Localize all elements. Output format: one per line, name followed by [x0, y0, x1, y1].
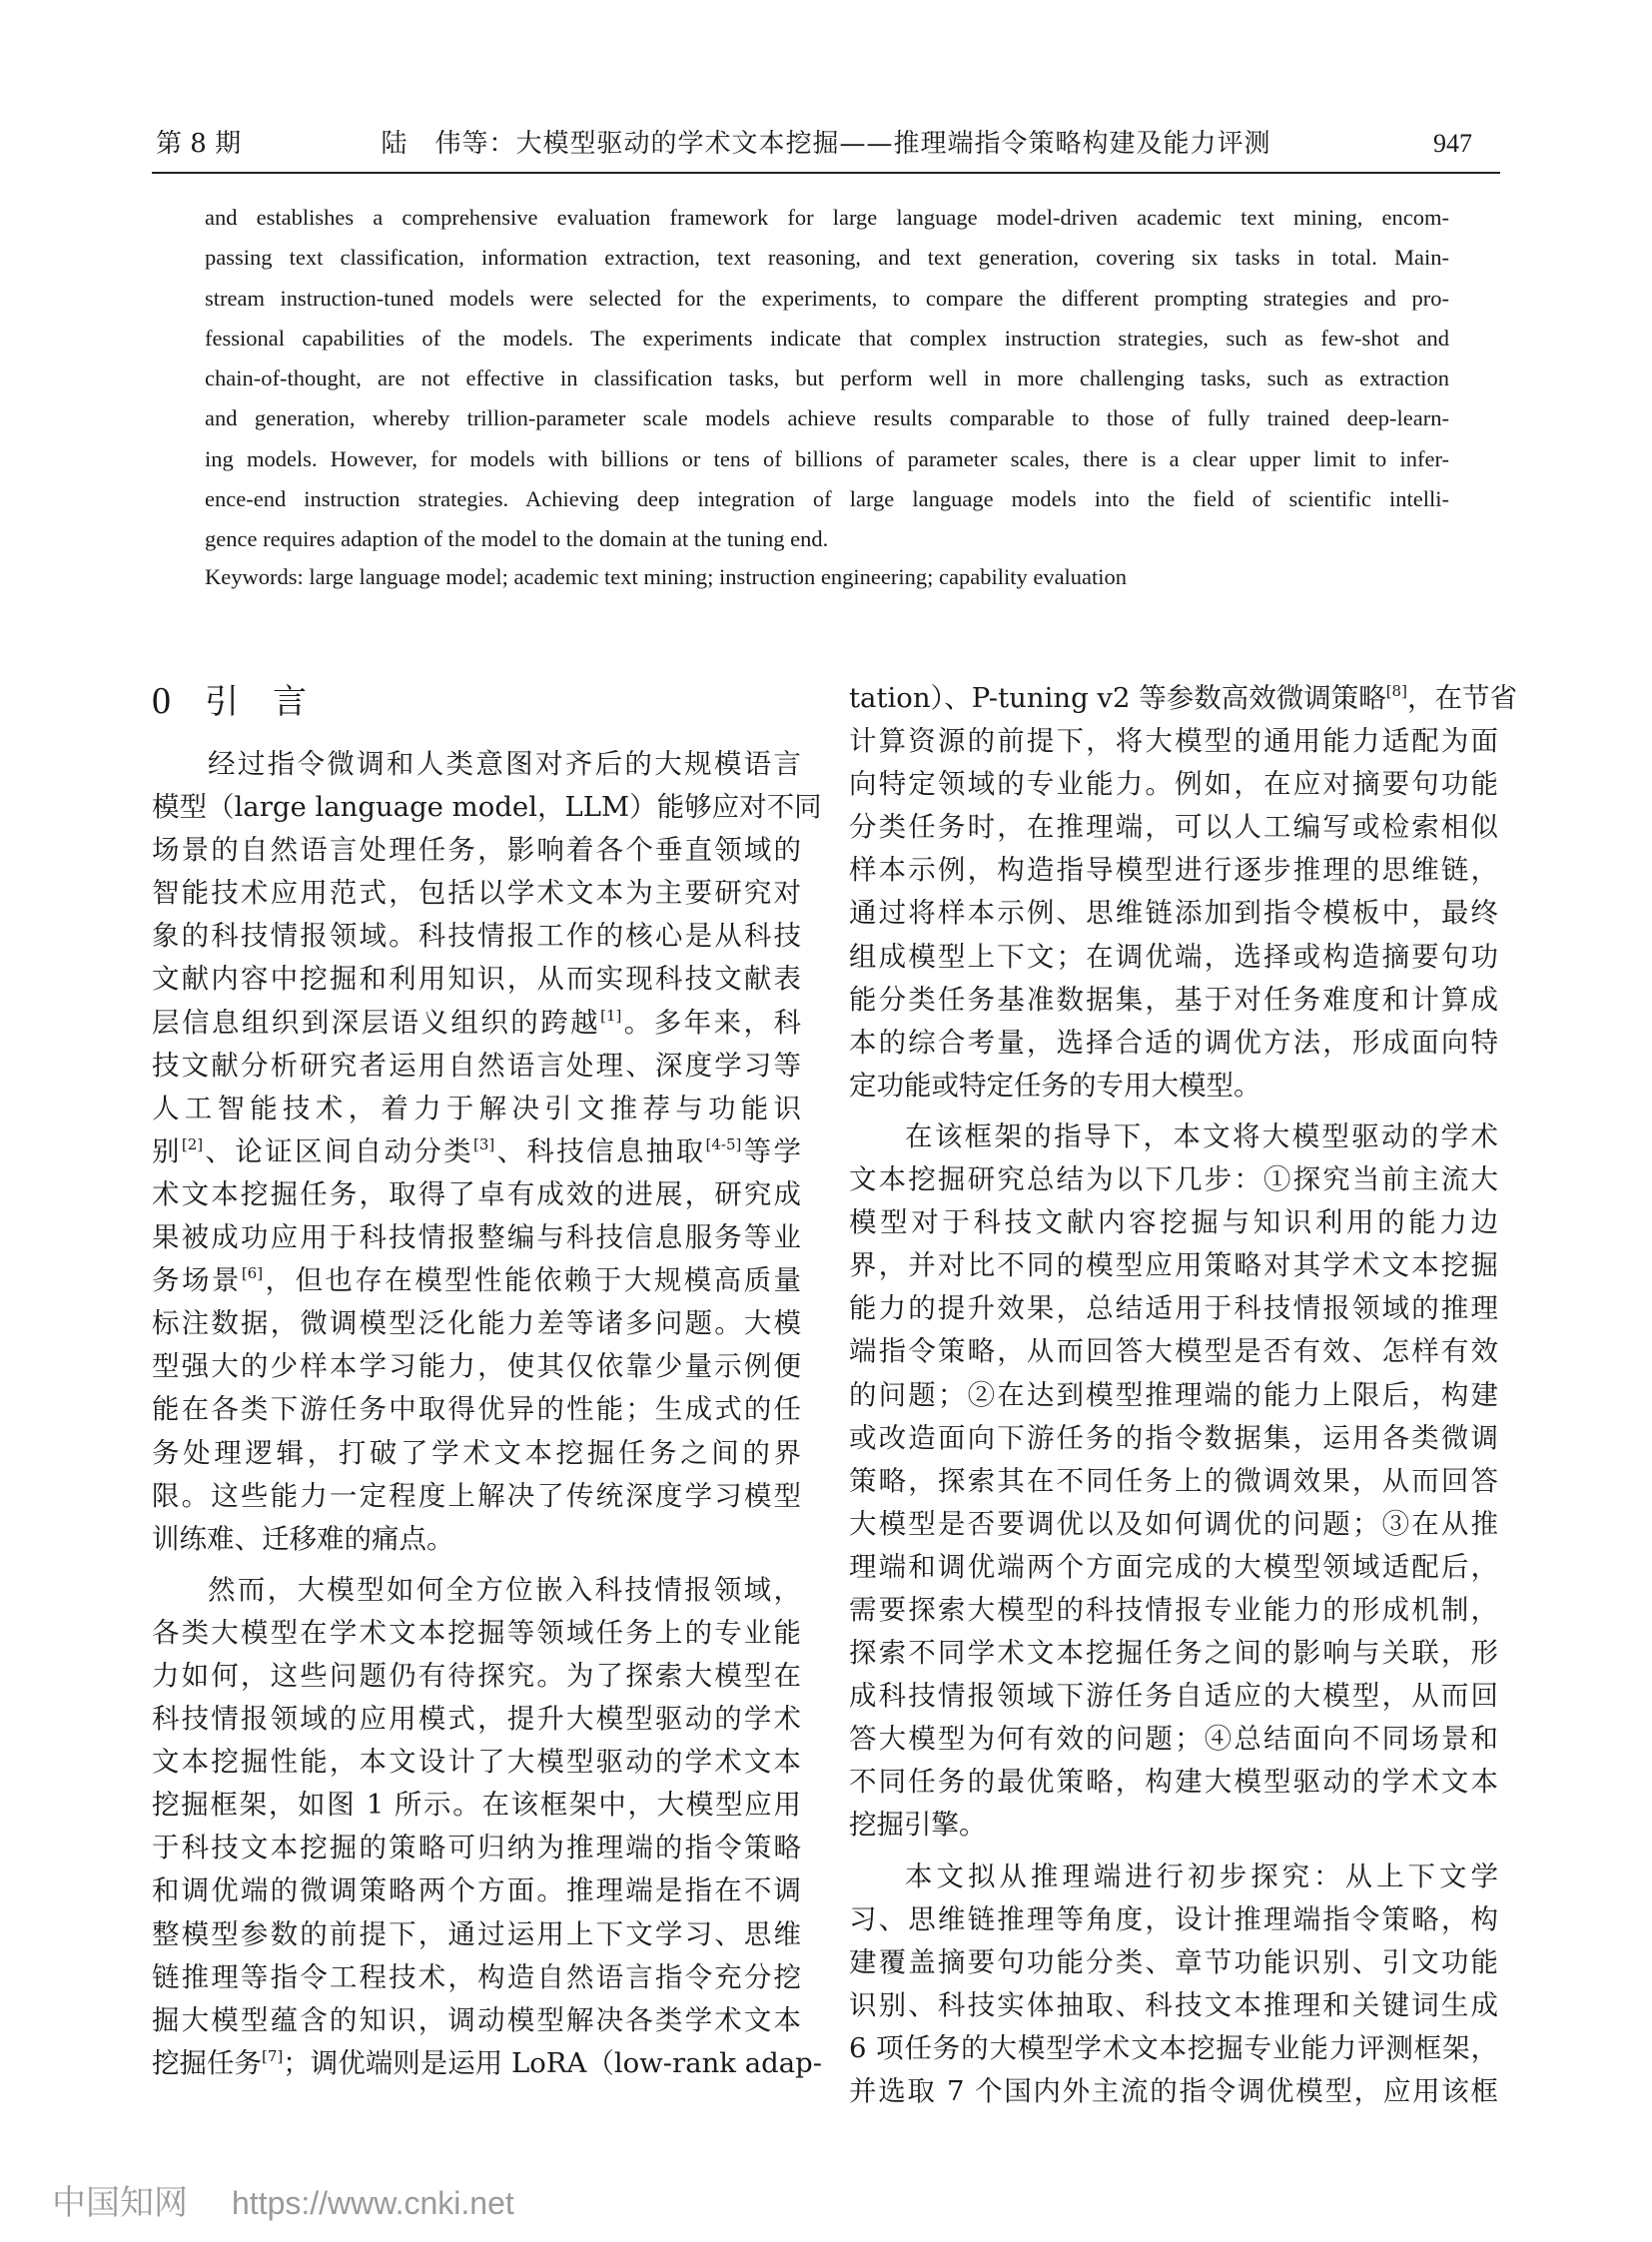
- text-line: [152, 1869, 801, 1912]
- text-line: [849, 1941, 1498, 1984]
- line-text: 。多年来，科: [621, 1006, 802, 1039]
- page-number: 947: [1433, 129, 1472, 158]
- text-line: [152, 1999, 801, 2042]
- text-line: [152, 1827, 801, 1869]
- line-text: 场景的自然语言处理任务，影响着各个垂直领域的: [152, 834, 801, 867]
- text-line: [152, 1741, 801, 1784]
- line-text: 能在各类下游任务中取得优异的性能；生成式的任: [152, 1393, 801, 1426]
- line-text: 6 项任务的大模型学术文本挖掘专业能力评测框架，: [849, 2031, 1498, 2064]
- text-line: [849, 1374, 1498, 1417]
- text-line: [849, 849, 1498, 892]
- text-line: [152, 1784, 801, 1827]
- line-text: 技文献分析研究者运用自然语言处理、深度学习等: [152, 1049, 801, 1082]
- text-line: [849, 1632, 1498, 1675]
- line-text: 别: [152, 1134, 182, 1167]
- line-text: ，在节省: [1406, 682, 1517, 714]
- citation-ref: [1]: [600, 1006, 622, 1025]
- line-text: 成科技情报领域下游任务自适应的大模型，从而回: [849, 1680, 1498, 1713]
- line-text: 答大模型为何有效的问题；④总结面向不同场景和: [849, 1723, 1498, 1756]
- line-text: 或改造面向下游任务的指令数据集，运用各类微调: [849, 1421, 1498, 1454]
- watermark-url: https://www.cnki.net: [232, 2185, 514, 2221]
- text-line: [152, 1698, 801, 1741]
- text-line: [152, 786, 822, 829]
- text-line: [849, 2070, 1498, 2113]
- text-line: [152, 1518, 801, 1561]
- text-line: [849, 1330, 1498, 1373]
- text-line: [849, 1898, 1498, 1941]
- right-column: [849, 677, 1517, 2113]
- line-text: 术文本挖掘任务，取得了卓有成效的进展，研究成: [152, 1177, 801, 1210]
- line-text: 文本挖掘研究总结为以下几步：①探究当前主流大: [849, 1163, 1498, 1196]
- line-text: 挖掘框架，如图 1 所示。在该框架中，大模型应用: [152, 1789, 801, 1822]
- line-text: 标注数据，微调模型泛化能力差等诸多问题。大模: [152, 1307, 801, 1340]
- section-number: 0: [152, 680, 171, 722]
- line-text: 策略，探索其在不同任务上的微调效果，从而回答: [849, 1464, 1498, 1497]
- abstract-line: gence requires adaption of the model to the domain at the tuning end.: [205, 526, 829, 552]
- text-line: [849, 1546, 1498, 1589]
- abstract-line: ing models. However, for models with billions or tens of billions of parameter scales, there is a clear upper limit to infer-: [205, 445, 1449, 471]
- citation-ref: [4-5]: [705, 1134, 742, 1153]
- text-line: [849, 1065, 1498, 1108]
- citation-ref: [2]: [181, 1134, 204, 1153]
- text-line: [849, 892, 1498, 935]
- line-text: 力如何，这些问题仍有待探究。为了探索大模型在: [152, 1659, 801, 1692]
- abstract-line: ence-end instruction strategies. Achieving deep integration of large language models into the field of scientific intelli-: [205, 486, 1449, 512]
- line-text: 限。这些能力一定程度上解决了传统深度学习模型: [152, 1479, 801, 1512]
- text-line: [152, 1216, 801, 1259]
- line-text: 于科技文本挖掘的策略可归纳为推理端的指令策略: [152, 1832, 801, 1865]
- text-line: [849, 677, 1517, 720]
- text-line: [849, 1460, 1498, 1503]
- citation-ref: [3]: [473, 1134, 495, 1153]
- line-text: 智能技术应用范式，包括以学术文本为主要研究对: [152, 877, 801, 910]
- text-line: [849, 1417, 1498, 1460]
- left-column: [152, 677, 823, 2085]
- line-text: 探索不同学术文本挖掘任务之间的影响与关联，形: [849, 1637, 1498, 1670]
- line-text: 理端和调优端两个方面完成的大模型领域适配后，: [849, 1550, 1498, 1583]
- line-text: 各类大模型在学术文本挖掘等领域任务上的专业能: [152, 1616, 801, 1649]
- text-line: [152, 958, 801, 1001]
- text-line: [849, 1287, 1498, 1330]
- text-line: [152, 1173, 801, 1216]
- line-text: 本文拟从推理端进行初步探究：从上下文学: [905, 1860, 1498, 1892]
- line-text: 习、思维链推理等角度，设计推理端指令策略，构: [849, 1902, 1498, 1935]
- line-text: 模型（large language model，LLM）能够应对不同: [152, 791, 822, 824]
- line-text: 组成模型上下文；在调优端，选择或构造摘要句功: [849, 940, 1498, 973]
- line-text: 不同任务的最优策略，构建大模型驱动的学术文本: [849, 1766, 1498, 1799]
- line-text: ，但也存在模型性能依赖于大规模高质量: [263, 1264, 802, 1297]
- abstract-line: stream instruction-tuned models were selected for the experiments, to compare the different prompting strategies and pro-: [205, 285, 1449, 311]
- line-text: 链推理等指令工程技术，构造自然语言指令充分挖: [152, 1960, 801, 1993]
- line-text: 和调优端的微调策略两个方面。推理端是指在不调: [152, 1874, 801, 1907]
- line-text: 人工智能技术，着力于解决引文推荐与功能识: [152, 1092, 801, 1124]
- line-text: 、科技信息抽取: [494, 1134, 706, 1167]
- abstract-line: chain-of-thought, are not effective in classification tasks, but perform well in more challenging tasks, such as extraction: [205, 366, 1449, 391]
- line-text: 等学: [741, 1134, 802, 1167]
- line-text: 并选取 7 个国内外主流的指令调优模型，应用该框: [849, 2075, 1498, 2107]
- text-line: [152, 872, 801, 915]
- text-line: [849, 763, 1498, 806]
- text-line: [849, 1675, 1498, 1718]
- line-text: 文献内容中挖掘和利用知识，从而实现科技文献表: [152, 963, 801, 996]
- citation-ref: [7]: [262, 2046, 284, 2065]
- line-text: 能力的提升效果，总结适用于科技情报领域的推理: [849, 1292, 1498, 1325]
- issue-label: 第 8 期: [156, 129, 242, 159]
- text-line: [849, 1589, 1498, 1632]
- line-text: 务场景: [152, 1264, 242, 1297]
- text-line: [849, 2027, 1498, 2070]
- text-line: [152, 1088, 801, 1130]
- line-text: 向特定领域的专业能力。例如，在应对摘要句功能: [849, 768, 1498, 801]
- line-text: 分类任务时，在推理端，可以人工编写或检索相似: [849, 811, 1498, 844]
- line-text: 识别、科技实体抽取、科技文本推理和关键词生成: [849, 1988, 1498, 2021]
- text-line: [152, 1956, 801, 1999]
- text-line: [849, 1804, 1498, 1847]
- text-line: [849, 1718, 1498, 1761]
- text-line: [152, 1259, 801, 1302]
- line-text: 、论证区间自动分类: [203, 1134, 473, 1167]
- line-text: 定功能或特定任务的专用大模型。: [849, 1069, 1261, 1102]
- line-text: 需要探索大模型的科技情报专业能力的形成机制，: [849, 1593, 1498, 1626]
- abstract-line: and generation, whereby trillion-parameter scale models achieve results comparable to those of fully trained deep-learn-: [205, 405, 1449, 431]
- text-line: [849, 1201, 1498, 1244]
- text-line: [152, 1655, 801, 1698]
- text-line: [152, 1302, 801, 1345]
- section-title: 引言: [205, 682, 341, 722]
- line-text: 果被成功应用于科技情报整编与科技信息服务等业: [152, 1221, 801, 1254]
- text-line: [849, 1856, 1498, 1898]
- citation-ref: [8]: [1385, 682, 1407, 700]
- line-text: 大模型是否要调优以及如何调优的问题；③在从推: [849, 1507, 1498, 1540]
- line-text: 科技情报领域的应用模式，提升大模型驱动的学术: [152, 1703, 801, 1736]
- line-text: 象的科技情报领域。科技情报工作的核心是从科技: [152, 920, 801, 953]
- line-text: 模型对于科技文献内容挖掘与知识利用的能力边: [849, 1206, 1498, 1239]
- line-text: 样本示例，构造指导模型进行逐步推理的思维链，: [849, 854, 1498, 887]
- cnki-watermark: [52, 2175, 514, 2224]
- line-text: 本的综合考量，选择合适的调优方法，形成面向特: [849, 1026, 1498, 1059]
- text-line: [849, 1158, 1498, 1201]
- citation-ref: [6]: [241, 1264, 264, 1283]
- text-line: [152, 1345, 801, 1388]
- line-text: 在该框架的指导下，本文将大模型驱动的学术: [905, 1120, 1498, 1152]
- text-line: [152, 1002, 801, 1045]
- text-line: [152, 1475, 801, 1518]
- abstract-line: passing text classification, information extraction, text reasoning, and text generation, covering six tasks in total. Main-: [205, 245, 1449, 271]
- text-line: [849, 806, 1498, 849]
- abstract-line: and establishes a comprehensive evaluation framework for large language model-driven academic text mining, encom-: [205, 205, 1449, 230]
- english-abstract: [205, 198, 1449, 560]
- text-line: [849, 936, 1498, 979]
- line-text: 务处理逻辑，打破了学术文本挖掘任务之间的界: [152, 1436, 801, 1469]
- line-text: 然而，大模型如何全方位嵌入科技情报领域，: [208, 1573, 801, 1606]
- line-text: 能分类任务基准数据集，基于对任务难度和计算成: [849, 983, 1498, 1016]
- text-line: [152, 1045, 801, 1088]
- text-line: [152, 1388, 801, 1431]
- line-text: 的问题；②在达到模型推理端的能力上限后，构建: [849, 1378, 1498, 1411]
- running-title: 陆 伟等：大模型驱动的学术文本挖掘——推理端指令策略构建及能力评测: [381, 129, 1271, 159]
- line-text: 计算资源的前提下，将大模型的通用能力适配为面: [849, 725, 1498, 758]
- text-line: [152, 915, 801, 958]
- line-text: 文本挖掘性能，本文设计了大模型驱动的学术文本: [152, 1746, 801, 1779]
- text-line: [849, 720, 1498, 763]
- abstract-line: fessional capabilities of the models. The experiments indicate that complex instruction strategies, such as few-shot and: [205, 325, 1449, 351]
- text-line: [849, 1984, 1498, 2027]
- line-text: 整模型参数的前提下，通过运用上下文学习、思维: [152, 1917, 801, 1950]
- line-text: 建覆盖摘要句功能分类、章节功能识别、引文功能: [849, 1945, 1498, 1978]
- text-line: [849, 1244, 1498, 1287]
- line-text: 型强大的少样本学习能力，使其仅依靠少量示例便: [152, 1350, 801, 1383]
- text-line: [152, 1130, 801, 1173]
- text-line: [152, 829, 801, 872]
- line-text: 端指令策略，从而回答大模型是否有效、怎样有效: [849, 1335, 1498, 1368]
- line-text: 经过指令微调和人类意图对齐后的大规模语言: [208, 748, 801, 780]
- text-line: [849, 1761, 1498, 1804]
- text-line: [152, 1913, 801, 1956]
- line-text: ；调优端则是运用 LoRA（low-rank adap-: [283, 2046, 823, 2079]
- line-text: 挖掘引擎。: [849, 1809, 987, 1842]
- text-line: [849, 1116, 1498, 1158]
- line-text: 层信息组织到深层语义组织的跨越: [152, 1006, 601, 1039]
- watermark-brand: 中国知网: [52, 2183, 188, 2223]
- section-heading: [152, 677, 801, 735]
- text-line: [152, 1432, 801, 1475]
- text-line: [152, 1569, 801, 1612]
- text-line: [849, 1503, 1498, 1546]
- line-text: 通过将样本示例、思维链添加到指令模板中，最终: [849, 897, 1498, 930]
- line-text: 掘大模型蕴含的知识，调动模型解决各类学术文本: [152, 2003, 801, 2036]
- line-text: tation）、P-tuning v2 等参数高效微调策略: [849, 682, 1386, 714]
- header-rule: [152, 172, 1500, 174]
- line-text: 界，并对比不同的模型应用策略对其学术文本挖掘: [849, 1249, 1498, 1282]
- keywords: Keywords: large language model; academic text mining; instruction engineering; capability evaluation: [205, 564, 1128, 589]
- text-line: [849, 1022, 1498, 1065]
- running-header: [152, 124, 1500, 164]
- text-line: [152, 743, 801, 786]
- line-text: 挖掘任务: [152, 2046, 262, 2079]
- text-line: [152, 2042, 823, 2085]
- text-line: [849, 979, 1498, 1022]
- text-line: [152, 1612, 801, 1655]
- line-text: 训练难、迁移难的痛点。: [152, 1522, 454, 1555]
